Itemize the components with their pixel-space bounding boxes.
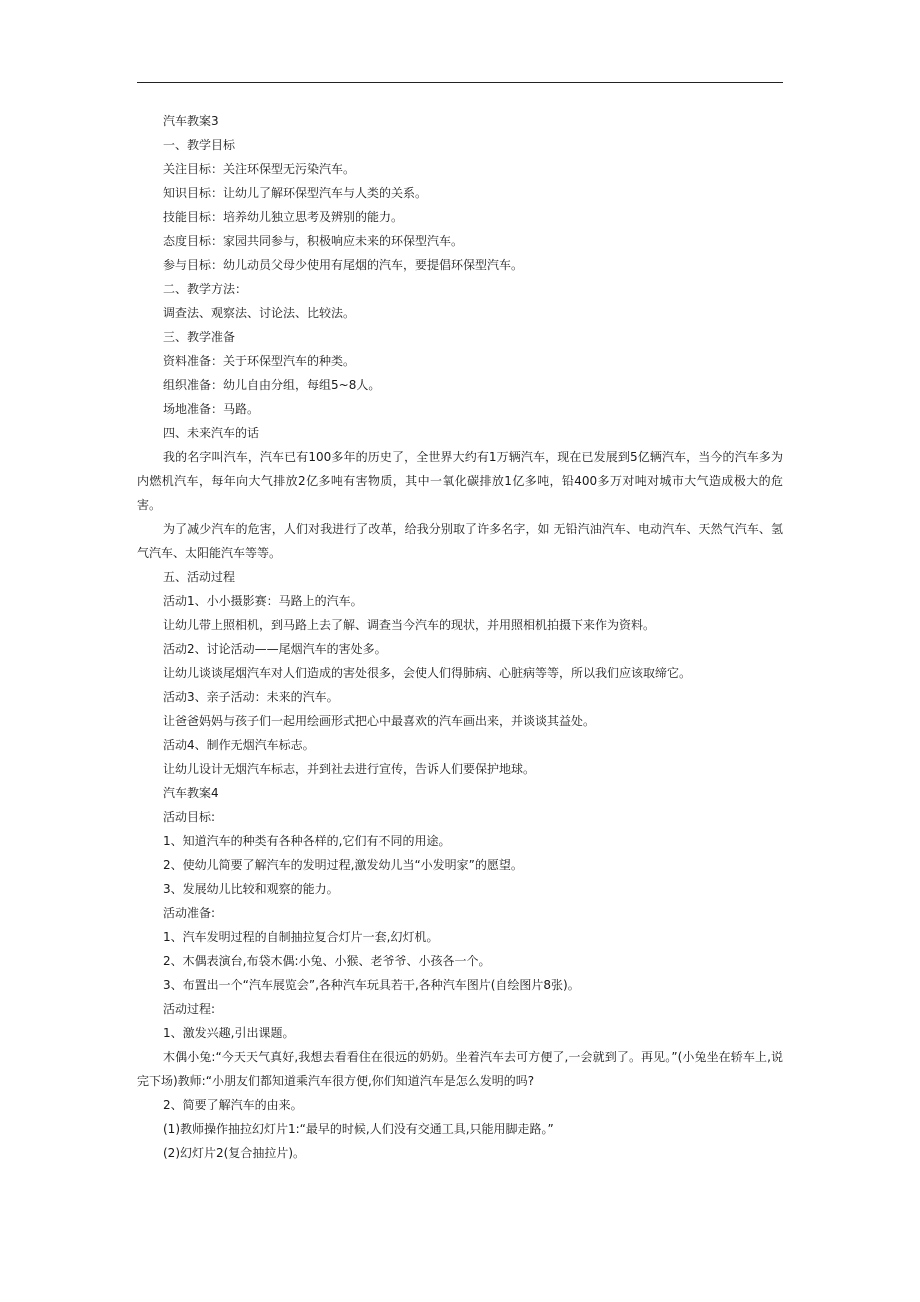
- paragraph: 二、教学方法：: [163, 282, 248, 296]
- paragraph: 3、布置出一个“汽车展览会”,各种汽车玩具若干,各种汽车图片(自绘图片8张)。: [163, 978, 580, 992]
- paragraph: 一、教学目标: [163, 138, 236, 152]
- paragraph: 技能目标：培养幼儿独立思考及辨别的能力。: [163, 210, 404, 224]
- paragraph: 组织准备：幼儿自由分组，每组5~8人。: [163, 378, 381, 392]
- paragraph: 让幼儿谈谈尾烟汽车对人们造成的害处很多，会使人们得肺病、心脏病等等，所以我们应该取缔它。: [163, 666, 692, 680]
- paragraph: 为了减少汽车的危害，人们对我进行了改革，给我分别取了许多名字，如 无铅汽油汽车、电动汽车、天然气汽车、氢气汽车、太阳能汽车等等。: [137, 522, 783, 560]
- paragraph: 资料准备：关于环保型汽车的种类。: [163, 354, 356, 368]
- paragraph: 2、简要了解汽车的由来。: [163, 1098, 303, 1112]
- paragraph: 场地准备：马路。: [163, 402, 260, 416]
- paragraph: 汽车教案4: [163, 786, 219, 800]
- paragraph: 活动过程:: [163, 1002, 216, 1016]
- paragraph: 参与目标：幼儿动员父母少使用有尾烟的汽车，要提倡环保型汽车。: [163, 258, 524, 272]
- paragraph: 活动1、小小摄影赛：马路上的汽车。: [163, 594, 363, 608]
- paragraph: (2)幻灯片2(复合抽拉片)。: [163, 1146, 305, 1160]
- paragraph: (1)教师操作抽拉幻灯片1:“最早的时候,人们没有交通工具,只能用脚走路。”: [163, 1122, 554, 1136]
- paragraph: 知识目标：让幼儿了解环保型汽车与人类的关系。: [163, 186, 428, 200]
- paragraph: 活动4、制作无烟汽车标志。: [163, 738, 315, 752]
- paragraph: 活动3、亲子活动：未来的汽车。: [163, 690, 339, 704]
- paragraph: 调查法、观察法、讨论法、比较法。: [163, 306, 356, 320]
- paragraph: 让爸爸妈妈与孩子们一起用绘画形式把心中最喜欢的汽车画出来，并谈谈其益处。: [163, 714, 596, 728]
- paragraph: 2、木偶表演台,布袋木偶:小兔、小猴、老爷爷、小孩各一个。: [163, 954, 491, 968]
- paragraph: 活动目标:: [163, 810, 216, 824]
- paragraph: 活动准备:: [163, 906, 216, 920]
- paragraph: 木偶小兔:“今天天气真好,我想去看看住在很远的奶奶。坐着汽车去可方便了,一会就到了。再见。”(小兔坐在轿车上,说完下场)教师:“小朋友们都知道乘汽车很方便,你们知道汽车是怎么发明的吗?: [137, 1050, 783, 1088]
- paragraph: 态度目标：家园共同参与，积极响应未来的环保型汽车。: [163, 234, 464, 248]
- paragraph: 1、汽车发明过程的自制抽拉复合灯片一套,幻灯机。: [163, 930, 439, 944]
- document-body: [137, 109, 783, 1165]
- paragraph: 2、使幼儿简要了解汽车的发明过程,激发幼儿当“小发明家”的愿望。: [163, 858, 523, 872]
- paragraph: 让幼儿带上照相机，到马路上去了解、调查当今汽车的现状，并用照相机拍摄下来作为资料。: [163, 618, 656, 632]
- header-rule: [137, 82, 783, 83]
- paragraph: 五、活动过程: [163, 570, 236, 584]
- paragraph: 我的名字叫汽车，汽车已有100多年的历史了，全世界大约有1万辆汽车，现在已发展到5亿辆汽车，当今的汽车多为内燃机汽车，每年向大气排放2亿多吨有害物质，其中一氧化碳排放1亿多吨，铅400多万对吨对城市大气造成极大的危害。: [137, 450, 783, 512]
- paragraph: 关注目标：关注环保型无污染汽车。: [163, 162, 356, 176]
- paragraph: 1、激发兴趣,引出课题。: [163, 1026, 295, 1040]
- paragraph: 活动2、讨论活动——尾烟汽车的害处多。: [163, 642, 387, 656]
- paragraph: 3、发展幼儿比较和观察的能力。: [163, 882, 339, 896]
- paragraph: 让幼儿设计无烟汽车标志，并到社去进行宣传，告诉人们要保护地球。: [163, 762, 536, 776]
- paragraph: 1、知道汽车的种类有各种各样的,它们有不同的用途。: [163, 834, 451, 848]
- paragraph: 三、教学准备: [163, 330, 236, 344]
- paragraph: 四、未来汽车的话: [163, 426, 260, 440]
- paragraph: 汽车教案3: [163, 114, 219, 128]
